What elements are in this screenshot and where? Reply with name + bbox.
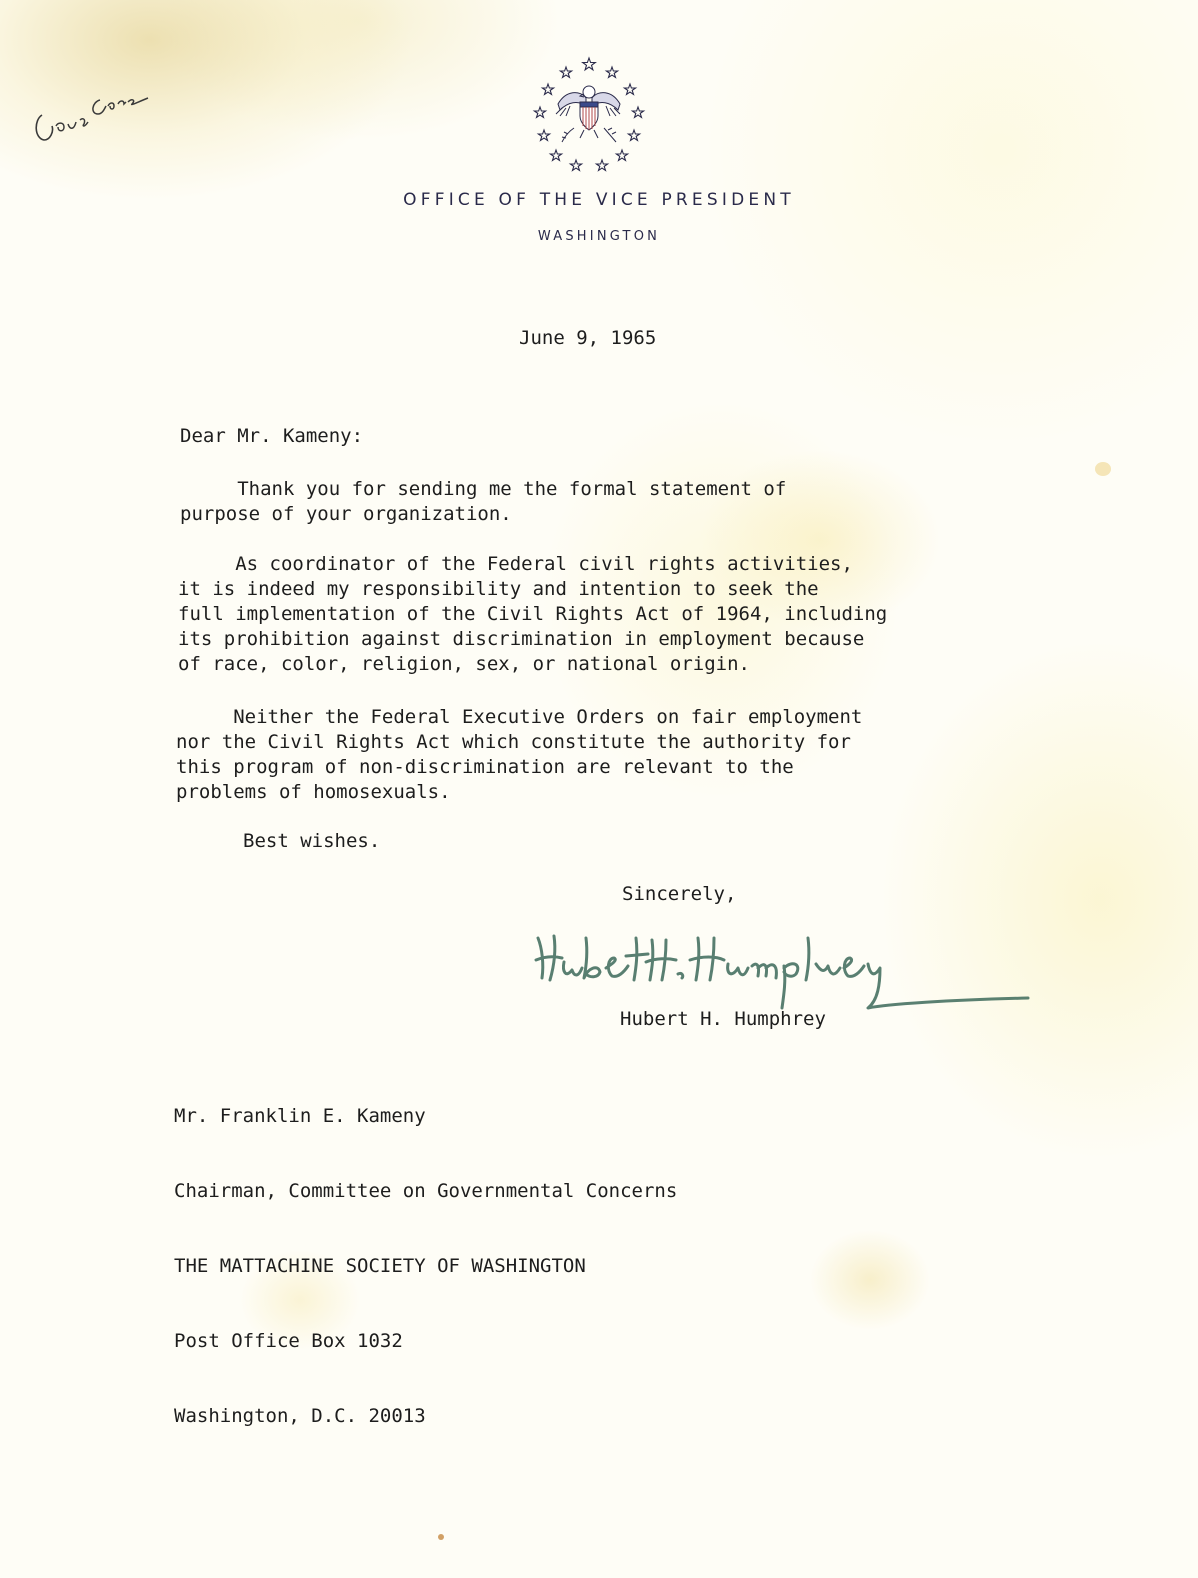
body-paragraph: As coordinator of the Federal civil rights activities, it is indeed my responsibility and intention to seek the full implementation of the Civil Rights Act of 1964, including its prohibition against discrimination in employment because of race, color, religion, sex, or national origin. bbox=[178, 553, 888, 675]
handwritten-signature bbox=[528, 918, 1088, 1018]
salutation: Dear Mr. Kameny: bbox=[180, 425, 364, 447]
addressee-line: Post Office Box 1032 bbox=[174, 1330, 403, 1352]
stain-spot bbox=[1095, 462, 1111, 476]
addressee-line: Chairman, Committee on Governmental Concerns bbox=[174, 1180, 678, 1202]
letterhead-office: OFFICE OF THE VICE PRESIDENT bbox=[403, 190, 795, 210]
handwritten-note bbox=[28, 80, 168, 155]
addressee-line: Washington, D.C. 20013 bbox=[174, 1405, 426, 1427]
letterhead-city: WASHINGTON bbox=[537, 229, 661, 244]
addressee-block bbox=[174, 1054, 677, 1479]
body-paragraph: Neither the Federal Executive Orders on fair employment nor the Civil Rights Act which constitute the authority for this program of non-discrimination are relevant to the problems of homosexuals. bbox=[176, 706, 863, 803]
addressee-line: THE MATTACHINE SOCIETY OF WASHINGTON bbox=[174, 1255, 586, 1277]
closing-wish: Best wishes. bbox=[243, 830, 381, 852]
body-paragraph: Thank you for sending me the formal statement of purpose of your organization. bbox=[180, 478, 787, 525]
signer-name: Hubert H. Humphrey bbox=[620, 1008, 826, 1030]
letter-date: June 9, 1965 bbox=[519, 327, 657, 349]
vice-president-seal-icon bbox=[528, 54, 650, 176]
stain-spot bbox=[438, 1534, 444, 1540]
addressee-line: Mr. Franklin E. Kameny bbox=[174, 1105, 426, 1127]
closing: Sincerely, bbox=[622, 883, 737, 905]
